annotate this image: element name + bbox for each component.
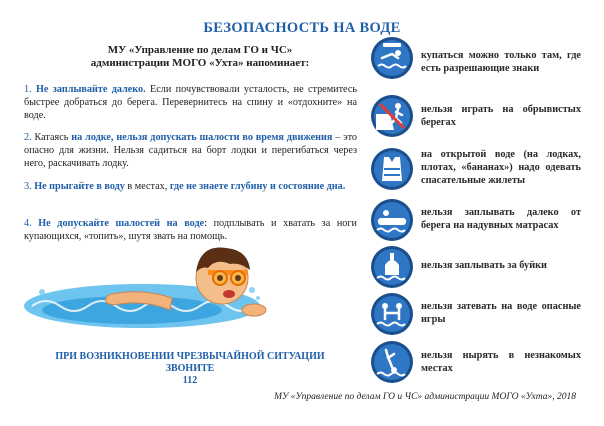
org-line-2: администрации МОГО «Ухта» напоминает:	[90, 57, 310, 69]
no-mattress-icon	[370, 198, 414, 242]
no-games-in-water-icon	[370, 292, 414, 336]
rule-highlight: Не прыгайте в воду	[34, 181, 125, 192]
emergency-text: ПРИ ВОЗНИКНОВЕНИИ ЧРЕЗВЫЧАЙНОЙ СИТУАЦИИ ЗВОНИТЕ	[55, 351, 325, 374]
swimmer-illustration	[22, 240, 282, 338]
rule-text: Если почувствовали усталость, не стремитесь быстрее добраться до берега. Перевернитесь на спину и «отдохните» на воде.	[24, 84, 357, 122]
rule-text: – это опасно для жизни. Нельзя садиться на борт лодки и перегибаться через него, раскачивать лодку.	[24, 132, 357, 170]
rule-text: в местах,	[124, 181, 170, 192]
tip-6: нельзя затевать на воде опасные игры	[421, 301, 581, 325]
org-line-1: МУ «Управление по делам ГО и ЧС»	[107, 44, 293, 56]
organization-header	[60, 44, 340, 70]
rule-2	[24, 131, 357, 171]
rule-number: 2.	[24, 132, 32, 143]
rule-highlight: на лодке, нельзя допускать шалости во время движения	[71, 132, 333, 143]
life-vest-icon	[370, 147, 414, 191]
tip-3: на открытой воде (на лодках, плотах, «бананах») надо одевать спасательные жилеты	[421, 149, 581, 186]
rule-highlight: Не допускайте шалостей на воде	[38, 218, 205, 229]
rule-number: 4.	[24, 218, 32, 229]
rule-number: 3.	[24, 181, 32, 192]
permitted-swimming-icon	[370, 36, 414, 80]
emergency-number: 112	[182, 375, 198, 386]
no-cliff-playing-icon	[370, 94, 414, 138]
page-title: БЕЗОПАСНОСТЬ НА ВОДЕ	[203, 20, 401, 36]
tip-5: нельзя заплывать за буйки	[421, 260, 547, 271]
rule-text-pre: Катаясь	[34, 132, 72, 143]
emergency-notice	[40, 351, 340, 387]
no-diving-icon	[370, 340, 414, 384]
rule-1	[24, 83, 357, 123]
tip-1: купаться можно только там, где есть разрешающие знаки	[421, 50, 581, 74]
footer-credit: МУ «Управление по делам ГО и ЧС» администрации МОГО «Ухта», 2018	[274, 392, 576, 402]
no-buoy-crossing-icon	[370, 245, 414, 289]
rule-3	[24, 180, 357, 193]
rule-number: 1.	[24, 84, 32, 95]
rule-highlight: Не заплывайте далеко.	[36, 84, 146, 95]
tip-7: нельзя нырять в незнакомых местах	[421, 350, 581, 374]
tip-2: нельзя играть на обрывистых берегах	[421, 104, 581, 128]
tip-4: нельзя заплывать далеко от берега на надувных матрасах	[421, 207, 581, 231]
rule-highlight-2: где не знаете глубину и состояние дна.	[169, 181, 346, 192]
rule-text: : подплывать и хватать за ноги купающихся, «топить», шутя звать на помощь.	[24, 218, 357, 243]
